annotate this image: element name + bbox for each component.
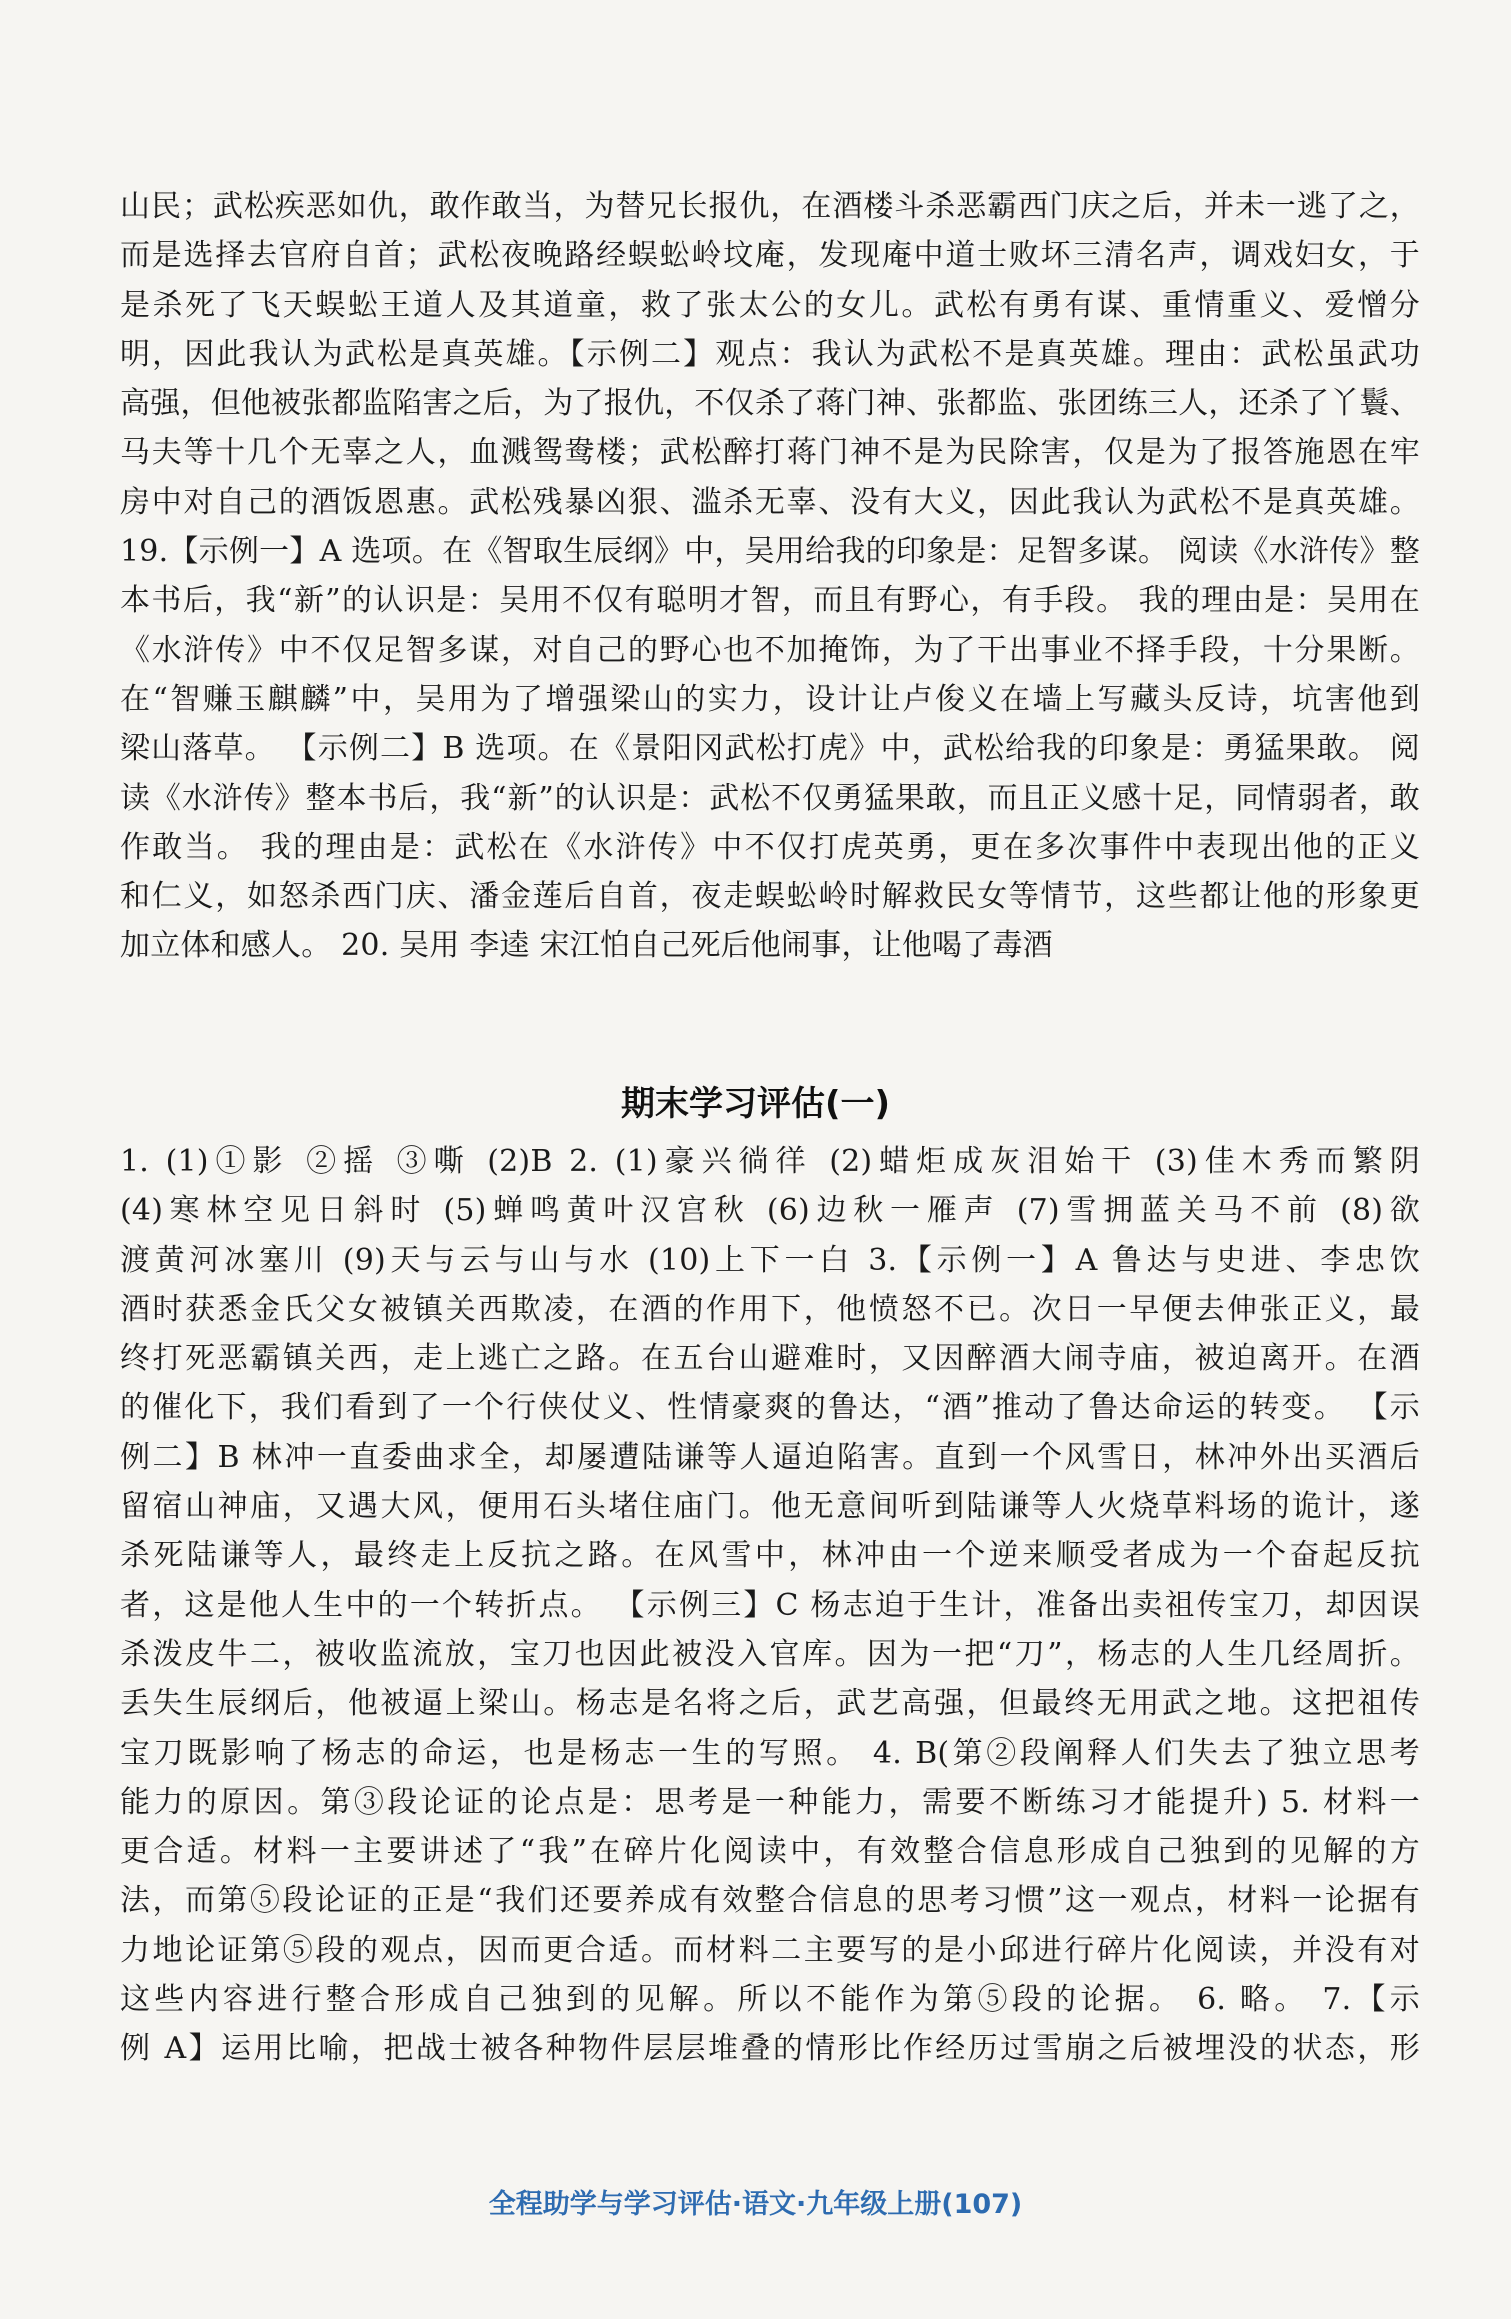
text-line: 是杀死了飞天蜈蚣王道人及其道童，救了张太公的女儿。武松有勇有谋、重情重义、爱憎分 bbox=[120, 287, 1420, 323]
text-line: 者，这是他人生中的一个转折点。 【示例三】C 杨志迫于生计，准备出卖祖传宝刀，却因误 bbox=[120, 1587, 1420, 1623]
text-line: 马夫等十几个无辜之人，血溅鸳鸯楼；武松醉打蒋门神不是为民除害，仅是为了报答施恩在牢 bbox=[120, 435, 1420, 471]
text-line: 和仁义，如怒杀西门庆、潘金莲后自首，夜走蜈蚣岭时解救民女等情节，这些都让他的形象更 bbox=[120, 879, 1420, 915]
answer-text-continued bbox=[120, 182, 1420, 971]
text-line: 终打死恶霸镇关西，走上逃亡之路。在五台山避难时，又因醉酒大闹寺庙，被迫离开。在酒 bbox=[120, 1341, 1420, 1377]
text-line: 更合适。材料一主要讲述了“我”在碎片化阅读中，有效整合信息形成自己独到的见解的方 bbox=[120, 1834, 1420, 1870]
text-line: 留宿山神庙，又遇大风，便用石头堵住庙门。他无意间听到陆谦等人火烧草料场的诡计，遂 bbox=[120, 1489, 1420, 1525]
text-line: 力地论证第⑤段的观点，因而更合适。而材料二主要写的是小邱进行碎片化阅读，并没有对 bbox=[120, 1932, 1420, 1968]
text-line: 酒时获悉金氏父女被镇关西欺凌，在酒的作用下，他愤怒不已。次日一早便去伸张正义，最 bbox=[120, 1291, 1420, 1327]
text-line: 读《水浒传》整本书后，我“新”的认识是：武松不仅勇猛果敢，而且正义感十足，同情弱者，敢 bbox=[120, 780, 1420, 816]
text-line: 而是选择去官府自首；武松夜晚路经蜈蚣岭坟庵，发现庵中道士败坏三清名声，调戏妇女，于 bbox=[120, 238, 1420, 274]
text-line: 丢失生辰纲后，他被逼上梁山。杨志是名将之后，武艺高强，但最终无用武之地。这把祖传 bbox=[120, 1686, 1420, 1722]
text-line: 例二】B 林冲一直委曲求全，却屡遭陆谦等人逼迫陷害。直到一个风雪日，林冲外出买酒后 bbox=[120, 1439, 1420, 1475]
text-line: 例 A】运用比喻，把战士被各种物件层层堆叠的情形比作经历过雪崩之后被埋没的状态，形 bbox=[120, 2031, 1420, 2067]
answer-text-section bbox=[120, 1137, 1420, 2074]
text-line: (4)寒林空见日斜时 (5)蝉鸣黄叶汉宫秋 (6)边秋一雁声 (7)雪拥蓝关马不前 (8)欲 bbox=[120, 1193, 1420, 1229]
text-line: 梁山落草。 【示例二】B 选项。在《景阳冈武松打虎》中，武松给我的印象是：勇猛果敢。 阅 bbox=[120, 731, 1420, 767]
text-line: 加立体和感人。 20. 吴用 李逵 宋江怕自己死后他闹事，让他喝了毒酒 bbox=[120, 928, 1053, 964]
text-line: 在“智赚玉麒麟”中，吴用为了增强梁山的实力，设计让卢俊义在墙上写藏头反诗，坑害他到 bbox=[120, 681, 1420, 717]
text-line: 法，而第⑤段论证的正是“我们还要养成有效整合信息的思考习惯”这一观点，材料一论据有 bbox=[120, 1883, 1420, 1919]
text-line: 的催化下，我们看到了一个行侠仗义、性情豪爽的鲁达，“酒”推动了鲁达命运的转变。 【示 bbox=[120, 1390, 1420, 1426]
text-line: 19.【示例一】A 选项。在《智取生辰纲》中，吴用给我的印象是：足智多谋。 阅读《水浒传》整 bbox=[120, 534, 1420, 570]
text-line: 渡黄河冰塞川 (9)天与云与山与水 (10)上下一白 3.【示例一】A 鲁达与史进、李忠饮 bbox=[120, 1242, 1420, 1278]
text-line: 高强，但他被张都监陷害之后，为了报仇，不仅杀了蒋门神、张都监、张团练三人，还杀了丫鬟、 bbox=[120, 386, 1420, 422]
text-line: 明，因此我认为武松是真英雄。【示例二】观点：我认为武松不是真英雄。理由：武松虽武功 bbox=[120, 336, 1420, 372]
text-line: 宝刀既影响了杨志的命运，也是杨志一生的写照。 4. B(第②段阐释人们失去了独立思考 bbox=[120, 1735, 1420, 1771]
text-line: 房中对自己的酒饭恩惠。武松残暴凶狠、滥杀无辜、没有大义，因此我认为武松不是真英雄。 bbox=[120, 484, 1420, 520]
text-line: 能力的原因。第③段论证的论点是：思考是一种能力，需要不断练习才能提升) 5. 材料一 bbox=[120, 1784, 1420, 1820]
text-line: 1. (1)①影 ②摇 ③嘶 (2)B 2. (1)豪兴徜徉 (2)蜡炬成灰泪始干 (3)佳木秀而繁阴 bbox=[120, 1144, 1420, 1179]
section-title: 期末学习评估(一) bbox=[620, 1084, 891, 1124]
text-line: 杀泼皮牛二，被收监流放，宝刀也因此被没入官库。因为一把“刀”，杨志的人生几经周折。 bbox=[120, 1636, 1420, 1672]
text-line: 杀死陆谦等人，最终走上反抗之路。在风雪中，林冲由一个逆来顺受者成为一个奋起反抗 bbox=[120, 1538, 1420, 1574]
text-line: 《水浒传》中不仅足智多谋，对自己的野心也不加掩饰，为了干出事业不择手段，十分果断。 bbox=[120, 632, 1420, 668]
text-line: 本书后，我“新”的认识是：吴用不仅有聪明才智，而且有野心，有手段。 我的理由是：吴用在 bbox=[120, 583, 1420, 619]
text-line: 这些内容进行整合形成自己独到的见解。所以不能作为第⑤段的论据。 6. 略。 7.【示 bbox=[120, 1982, 1420, 2018]
text-line: 作敢当。 我的理由是：武松在《水浒传》中不仅打虎英勇，更在多次事件中表现出他的正义 bbox=[120, 829, 1420, 865]
text-line: 山民；武松疾恶如仇，敢作敢当，为替兄长报仇，在酒楼斗杀恶霸西门庆之后，并未一逃了之， bbox=[120, 189, 1420, 224]
page-footer: 全程助学与学习评估·语文·九年级上册(107) bbox=[488, 2189, 1023, 2220]
